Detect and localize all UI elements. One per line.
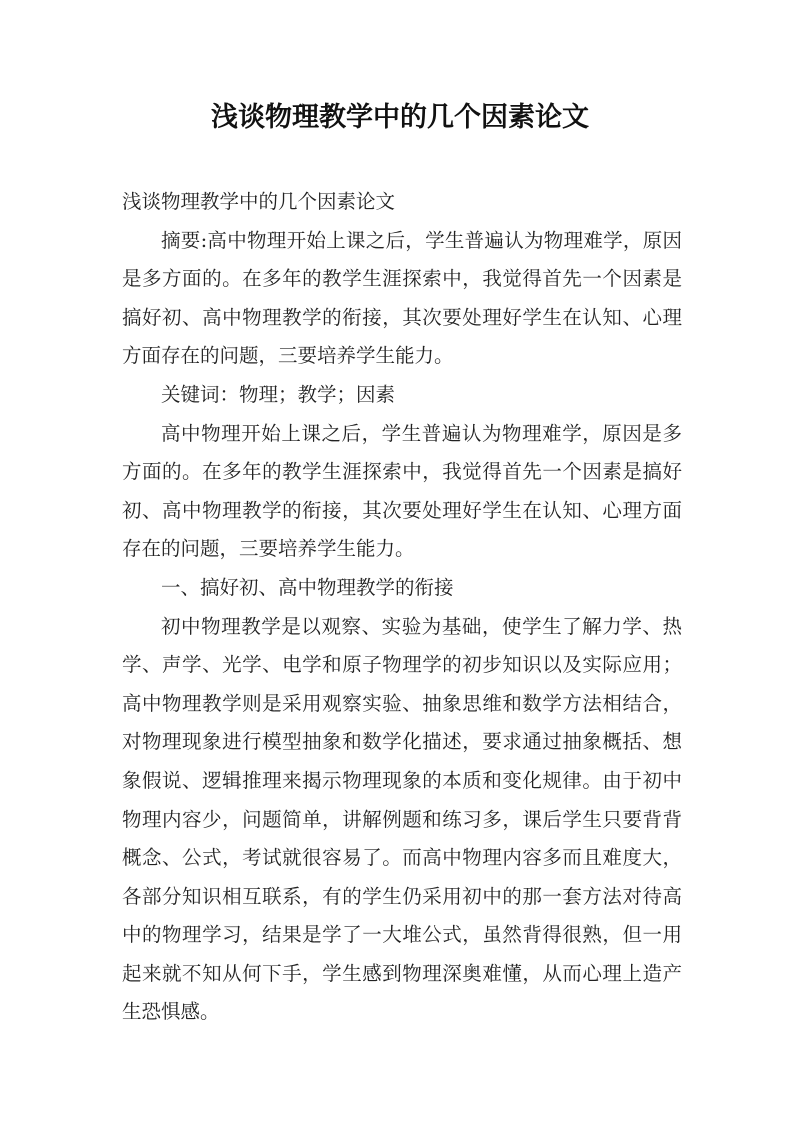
body-paragraph-heading: 浅谈物理教学中的几个因素论文 <box>122 190 396 213</box>
section-paragraph: 初中物理教学是以观察、实验为基础，使学生了解力学、热学、声学、光学、电学和原子物理学的初步知识以及实际应用；高中物理教学则是采用观察实验、抽象思维和数学方法相结合，对物理现象进行模型抽象和数学化描述，要求通过抽象概括、想象假说、逻辑推理来揭示物理现象的本质和变化规律。由于初中物理内容少，问题简单，讲解例题和练习多，课后学生只要背背概念、公式，考试就很容易了。而高中物理内容多而且难度大，各部分知识相互联系，有的学生仍采用初中的那一套方法对待高中的物理学习，结果是学了一大堆公式，虽然背得很熟，但一用起来就不知从何下手，学生感到物理深奥难懂，从而心理上造产生恐惧感。 <box>122 614 682 1024</box>
intro-paragraph: 高中物理开始上课之后，学生普遍认为物理难学，原因是多方面的。在多年的教学生涯探索中，我觉得首先一个因素是搞好初、高中物理教学的衔接，其次要处理好学生在认知、心理方面存在的问题，三要培养学生能力。 <box>122 421 682 561</box>
section-heading: 一、搞好初、高中物理教学的衔接 <box>161 575 454 599</box>
abstract-paragraph: 摘要:高中物理开始上课之后，学生普遍认为物理难学，原因是多方面的。在多年的教学生涯探索中，我觉得首先一个因素是搞好初、高中物理教学的衔接，其次要处理好学生在认知、心理方面存在的问题，三要培养学生能力。 <box>122 228 682 368</box>
document-title: 浅谈物理教学中的几个因素论文 <box>211 102 589 133</box>
document-body <box>122 183 682 1032</box>
keywords-paragraph: 关键词：物理；教学；因素 <box>161 382 396 406</box>
